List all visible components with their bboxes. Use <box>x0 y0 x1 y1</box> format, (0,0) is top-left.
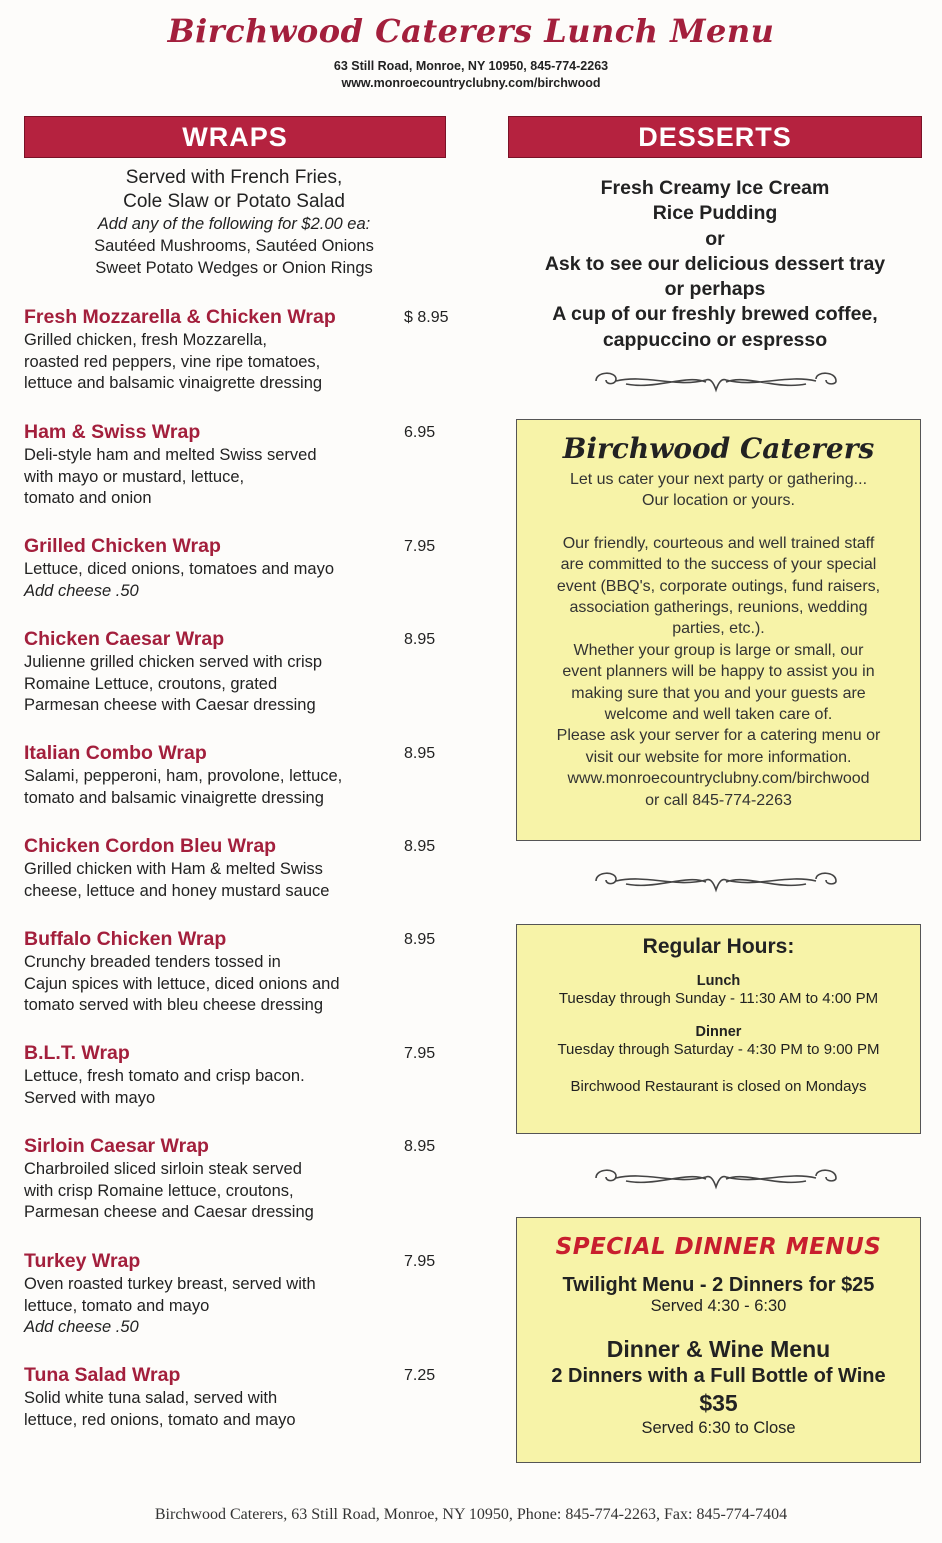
wraps-intro <box>24 166 444 279</box>
menu-item-name: Tuna Salad Wrap <box>24 1364 181 1386</box>
flourish-divider-icon <box>586 1163 846 1193</box>
description-line: Solid white tuna salad, served with <box>24 1389 278 1407</box>
description-line: with crisp Romaine lettuce, croutons, <box>24 1181 294 1200</box>
menu-item <box>24 1250 444 1339</box>
caterers-phone: or call 845-774-2263 <box>645 791 792 809</box>
flourish-divider-icon <box>586 866 846 896</box>
intro-line: Served with French Fries, <box>125 167 343 188</box>
menu-item <box>24 835 444 902</box>
desserts-list <box>510 176 920 353</box>
menu-item <box>24 306 449 395</box>
special-title: SPECIAL DINNER MENUS <box>555 1234 882 1260</box>
menu-item-name: Turkey Wrap <box>24 1250 141 1272</box>
caterers-line: event planners will be happy to assist you in <box>562 663 875 681</box>
description-line: Lettuce, fresh tomato and crisp bacon. <box>24 1067 305 1085</box>
menu-item-price: 8.95 <box>404 931 436 948</box>
wine-menu-sub: 2 Dinners with a Full Bottle of Wine <box>551 1365 886 1387</box>
menu-item-price: 6.95 <box>404 424 436 441</box>
menu-item <box>24 1042 444 1109</box>
menu-item-description <box>24 330 444 395</box>
twilight-menu: Twilight Menu - 2 Dinners for $25 <box>562 1274 875 1296</box>
menu-item-price: 7.25 <box>404 1367 436 1384</box>
caterers-line: making sure that you and your guests are <box>571 684 866 702</box>
intro-extras: Sautéed Mushrooms, Sautéed Onions <box>94 237 374 255</box>
caterers-title: Birchwood Caterers <box>562 432 875 465</box>
menu-item-description <box>24 1159 444 1224</box>
menu-item-description <box>24 952 444 1017</box>
menu-item-price: 7.95 <box>404 1253 436 1270</box>
menu-item-addon: Add cheese .50 <box>24 1318 139 1336</box>
menu-item <box>24 628 444 717</box>
wine-menu-price: $35 <box>699 1390 738 1416</box>
wine-menu-time: Served 6:30 to Close <box>641 1419 796 1437</box>
caterers-intro <box>517 469 920 512</box>
caterers-line: Let us cater your next party or gathering... <box>569 471 868 488</box>
dessert-line: or perhaps <box>664 278 766 301</box>
menu-item <box>24 928 444 1017</box>
hours-title: Regular Hours: <box>642 935 795 958</box>
caterers-details <box>517 533 920 811</box>
lunch-label: Lunch <box>696 973 741 989</box>
caterers-box <box>516 419 921 841</box>
dessert-line: Ask to see our delicious dessert tray <box>544 252 886 275</box>
caterers-website: www.monroecountryclubny.com/birchwood <box>567 770 870 788</box>
description-line: Julienne grilled chicken served with crisp <box>24 653 323 671</box>
menu-item-price: 8.95 <box>404 1138 436 1155</box>
description-line: lettuce, tomato and mayo <box>24 1296 210 1315</box>
menu-item <box>24 1135 444 1224</box>
dessert-line: Rice Pudding <box>652 202 778 225</box>
caterers-line: association gatherings, reunions, wedding <box>569 599 868 617</box>
menu-item-price: 7.95 <box>404 538 436 555</box>
intro-note: Add any of the following for $2.00 ea: <box>97 215 371 233</box>
description-line: lettuce, red onions, tomato and mayo <box>24 1410 296 1429</box>
menu-item-price: $ 8.95 <box>404 309 449 326</box>
description-line: Deli-style ham and melted Swiss served <box>24 446 317 464</box>
menu-item-name: Sirloin Caesar Wrap <box>24 1135 209 1157</box>
menu-item-name: Grilled Chicken Wrap <box>24 535 221 557</box>
footer-contact: Birchwood Caterers, 63 Still Road, Monroe, NY 10950, Phone: 845-774-2263, Fax: 845-774-7404 <box>154 1506 788 1523</box>
description-line: Grilled chicken with Ham & melted Swiss <box>24 860 323 878</box>
caterers-line: Please ask your server for a catering menu or <box>556 727 881 745</box>
menu-item-description <box>24 445 444 510</box>
description-line: tomato served with bleu cheese dressing <box>24 996 323 1014</box>
dessert-line: Fresh Creamy Ice Cream <box>600 177 830 199</box>
description-line: lettuce and balsamic vinaigrette dressing <box>24 374 323 392</box>
caterers-line: Whether your group is large or small, our <box>573 641 864 659</box>
description-line: Served with mayo <box>24 1088 156 1107</box>
menu-item-name: Chicken Caesar Wrap <box>24 628 225 650</box>
description-line: Salami, pepperoni, ham, provolone, lettuce, <box>24 767 343 785</box>
lunch-time: Tuesday through Sunday - 11:30 AM to 4:00 PM <box>558 990 879 1007</box>
menu-item-description <box>24 859 444 902</box>
desserts-banner: DESSERTS <box>508 116 922 158</box>
menu-item <box>24 1364 444 1431</box>
dessert-line: or <box>705 227 725 250</box>
description-line: Crunchy breaded tenders tossed in <box>24 953 281 971</box>
menu-item-name: Ham & Swiss Wrap <box>24 421 201 443</box>
dinner-time: Tuesday through Saturday - 4:30 PM to 9:00 PM <box>557 1041 880 1058</box>
special-menus-box <box>516 1217 921 1463</box>
menu-item-price: 8.95 <box>404 745 436 762</box>
caterers-line: are committed to the success of your special <box>560 556 877 574</box>
dessert-line: cappuccino or espresso <box>602 328 828 351</box>
menu-item-price: 8.95 <box>404 838 436 855</box>
description-line: tomato and onion <box>24 489 152 507</box>
description-line: tomato and balsamic vinaigrette dressing <box>24 788 324 807</box>
description-line: roasted red peppers, vine ripe tomatoes, <box>24 352 321 371</box>
description-line: Lettuce, diced onions, tomatoes and mayo <box>24 560 335 578</box>
flourish-divider-icon <box>586 366 846 396</box>
caterers-line: event (BBQ's, corporate outings, fund raisers, <box>556 577 881 595</box>
menu-item <box>24 742 444 809</box>
description-line: Romaine Lettuce, croutons, grated <box>24 674 278 693</box>
description-line: Cajun spices with lettuce, diced onions and <box>24 974 340 993</box>
header-address-block <box>0 58 942 92</box>
menu-item-description <box>24 559 444 581</box>
menu-item-addon: Add cheese .50 <box>24 581 139 600</box>
description-line: Parmesan cheese and Caesar dressing <box>24 1203 314 1221</box>
caterers-line: Our location or yours. <box>642 492 795 510</box>
menu-title: Birchwood Caterers Lunch Menu <box>167 12 775 50</box>
menu-item-description <box>24 1066 444 1109</box>
twilight-time: Served 4:30 - 6:30 <box>650 1297 787 1315</box>
menu-item-name: Chicken Cordon Bleu Wrap <box>24 835 277 857</box>
description-line: Charbroiled sliced sirloin steak served <box>24 1160 302 1178</box>
intro-line: Cole Slaw or Potato Salad <box>123 191 345 212</box>
menu-item-description <box>24 1274 444 1317</box>
caterers-line: Our friendly, courteous and well trained staff <box>562 534 875 552</box>
menu-item-name: Fresh Mozzarella & Chicken Wrap <box>24 306 336 328</box>
header-website: www.monroecountryclubny.com/birchwood <box>341 76 601 90</box>
wraps-banner: WRAPS <box>24 116 446 158</box>
description-line: Grilled chicken, fresh Mozzarella, <box>24 331 268 349</box>
header-address: 63 Still Road, Monroe, NY 10950, 845-774-2263 <box>333 59 609 73</box>
menu-item-description <box>24 652 444 717</box>
description-line: with mayo or mustard, lettuce, <box>24 467 245 486</box>
menu-item-name: Buffalo Chicken Wrap <box>24 928 227 950</box>
description-line: cheese, lettuce and honey mustard sauce <box>24 881 330 900</box>
menu-item-price: 8.95 <box>404 631 436 648</box>
menu-item-name: B.L.T. Wrap <box>24 1042 130 1064</box>
caterers-line: parties, etc.). <box>672 620 765 638</box>
hours-box <box>516 924 921 1134</box>
menu-item-description <box>24 766 444 809</box>
menu-item <box>24 421 444 510</box>
menu-item-price: 7.95 <box>404 1045 436 1062</box>
caterers-line: visit our website for more information. <box>585 748 852 766</box>
description-line: Parmesan cheese with Caesar dressing <box>24 696 316 714</box>
menu-item-description <box>24 1388 444 1431</box>
dessert-line: A cup of our freshly brewed coffee, <box>552 303 878 326</box>
intro-extras: Sweet Potato Wedges or Onion Rings <box>95 259 373 277</box>
wine-menu-title: Dinner & Wine Menu <box>606 1336 831 1362</box>
menu-item <box>24 535 444 602</box>
caterers-line: welcome and well taken care of. <box>604 706 833 724</box>
menu-item-name: Italian Combo Wrap <box>24 742 207 764</box>
description-line: Oven roasted turkey breast, served with <box>24 1275 316 1293</box>
closed-note: Birchwood Restaurant is closed on Mondays <box>570 1078 867 1095</box>
dinner-label: Dinner <box>695 1024 742 1040</box>
